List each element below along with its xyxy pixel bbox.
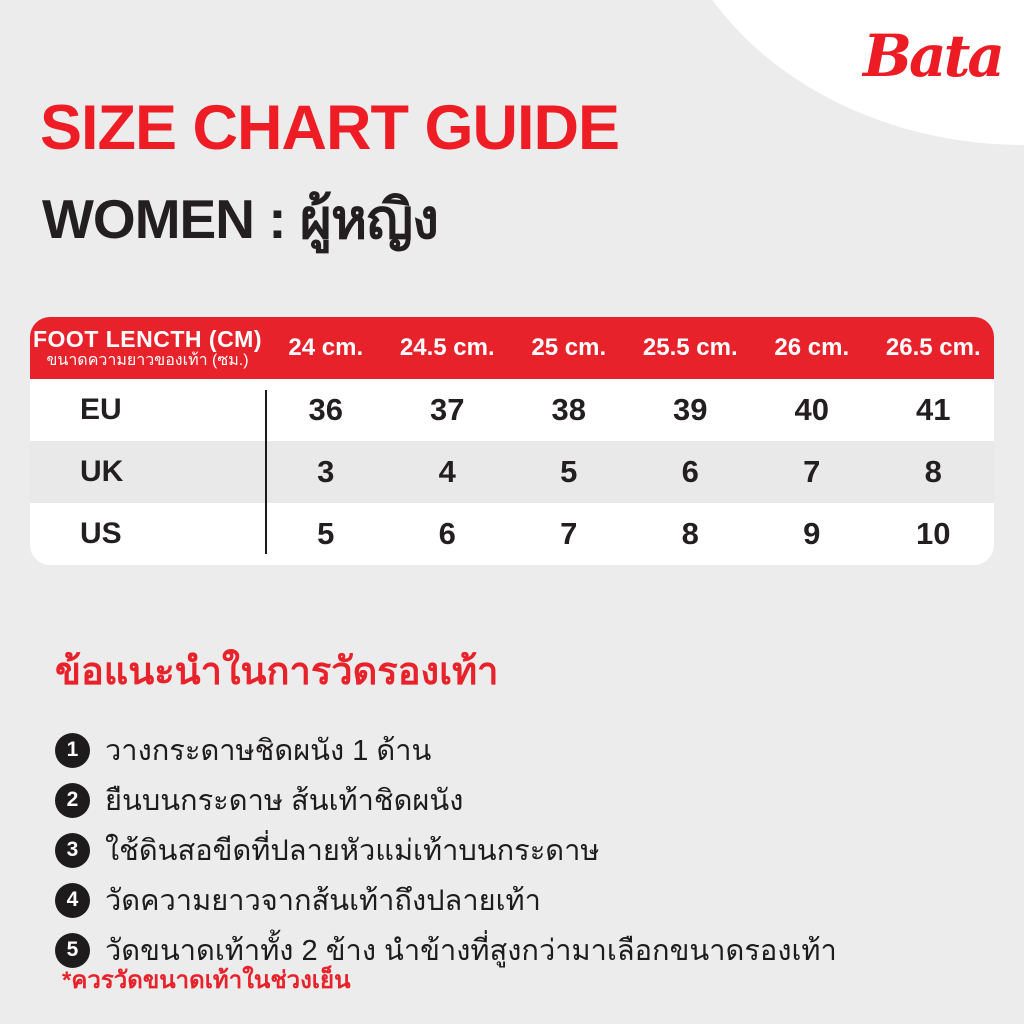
step-text: วัดความยาวจากส้นเท้าถึงปลายเท้า bbox=[105, 885, 541, 917]
size-table-header bbox=[30, 317, 994, 379]
step-text: วัดขนาดเท้าทั้ง 2 ข้าง นำข้างที่สูงกว่ามาเลือกขนาดรองเท้า bbox=[105, 935, 837, 967]
size-cell: 7 bbox=[560, 516, 578, 551]
size-table-body bbox=[30, 379, 994, 565]
row-label-us: US bbox=[80, 517, 122, 550]
size-cell: 6 bbox=[681, 454, 699, 489]
column-header: 24.5 cm. bbox=[399, 334, 495, 361]
step-number-badge: 3 bbox=[55, 833, 90, 868]
size-cell: 5 bbox=[560, 454, 578, 489]
size-table bbox=[30, 317, 994, 565]
row-label-eu: EU bbox=[80, 393, 122, 426]
size-cell: 40 bbox=[794, 392, 829, 427]
measuring-instructions bbox=[55, 640, 837, 975]
step-text: ใช้ดินสอขีดที่ปลายหัวแม่เท้าบนกระดาษ bbox=[105, 835, 600, 867]
instruction-step-2 bbox=[55, 775, 837, 825]
page-title: SIZE CHART GUIDE bbox=[40, 93, 620, 163]
foot-length-subtitle-th: ขนาดความยาวของเท้า (ซม.) bbox=[46, 352, 249, 370]
instruction-step-3 bbox=[55, 825, 837, 875]
size-cell: 3 bbox=[317, 454, 335, 489]
size-cell: 4 bbox=[438, 454, 456, 489]
measure-footnote: *ควรวัดขนาดเท้าในช่วงเย็น bbox=[62, 967, 351, 994]
size-cell: 41 bbox=[916, 392, 951, 427]
size-cell: 7 bbox=[803, 454, 821, 489]
column-divider-line bbox=[265, 390, 267, 554]
instruction-step-1 bbox=[55, 725, 837, 775]
step-number-badge: 5 bbox=[55, 933, 90, 968]
size-cell: 39 bbox=[673, 392, 708, 427]
size-cell: 36 bbox=[308, 392, 343, 427]
size-cell: 37 bbox=[430, 392, 465, 427]
column-header: 25.5 cm. bbox=[642, 334, 738, 361]
foot-length-header bbox=[30, 326, 265, 371]
table-row-us bbox=[30, 503, 994, 565]
size-cell: 8 bbox=[681, 516, 699, 551]
column-header: 26.5 cm. bbox=[885, 334, 981, 361]
table-row-uk bbox=[30, 441, 994, 503]
instruction-step-4 bbox=[55, 875, 837, 925]
row-label-uk: UK bbox=[80, 455, 124, 488]
size-cell: 8 bbox=[924, 454, 942, 489]
foot-length-title: FOOT LENCTH (CM) bbox=[32, 325, 262, 352]
step-number-badge: 1 bbox=[55, 733, 90, 768]
column-header: 24 cm. bbox=[288, 334, 364, 361]
step-number-badge: 2 bbox=[55, 783, 90, 818]
column-header: 25 cm. bbox=[531, 334, 607, 361]
size-cell: 38 bbox=[551, 392, 586, 427]
instructions-heading: ข้อแนะนำในการวัดรองเท้า bbox=[55, 651, 499, 693]
step-text: ยืนบนกระดาษ ส้นเท้าชิดผนัง bbox=[105, 785, 464, 817]
step-text: วางกระดาษชิดผนัง 1 ด้าน bbox=[105, 735, 432, 767]
table-row-eu bbox=[30, 379, 994, 441]
bata-logo: Bata bbox=[863, 22, 1002, 90]
size-cell: 10 bbox=[916, 516, 951, 551]
size-cell: 9 bbox=[803, 516, 821, 551]
size-cell: 5 bbox=[317, 516, 335, 551]
size-cell: 6 bbox=[438, 516, 456, 551]
page-subtitle: WOMEN : ผู้หญิง bbox=[42, 188, 438, 250]
column-header: 26 cm. bbox=[774, 334, 850, 361]
step-number-badge: 4 bbox=[55, 883, 90, 918]
